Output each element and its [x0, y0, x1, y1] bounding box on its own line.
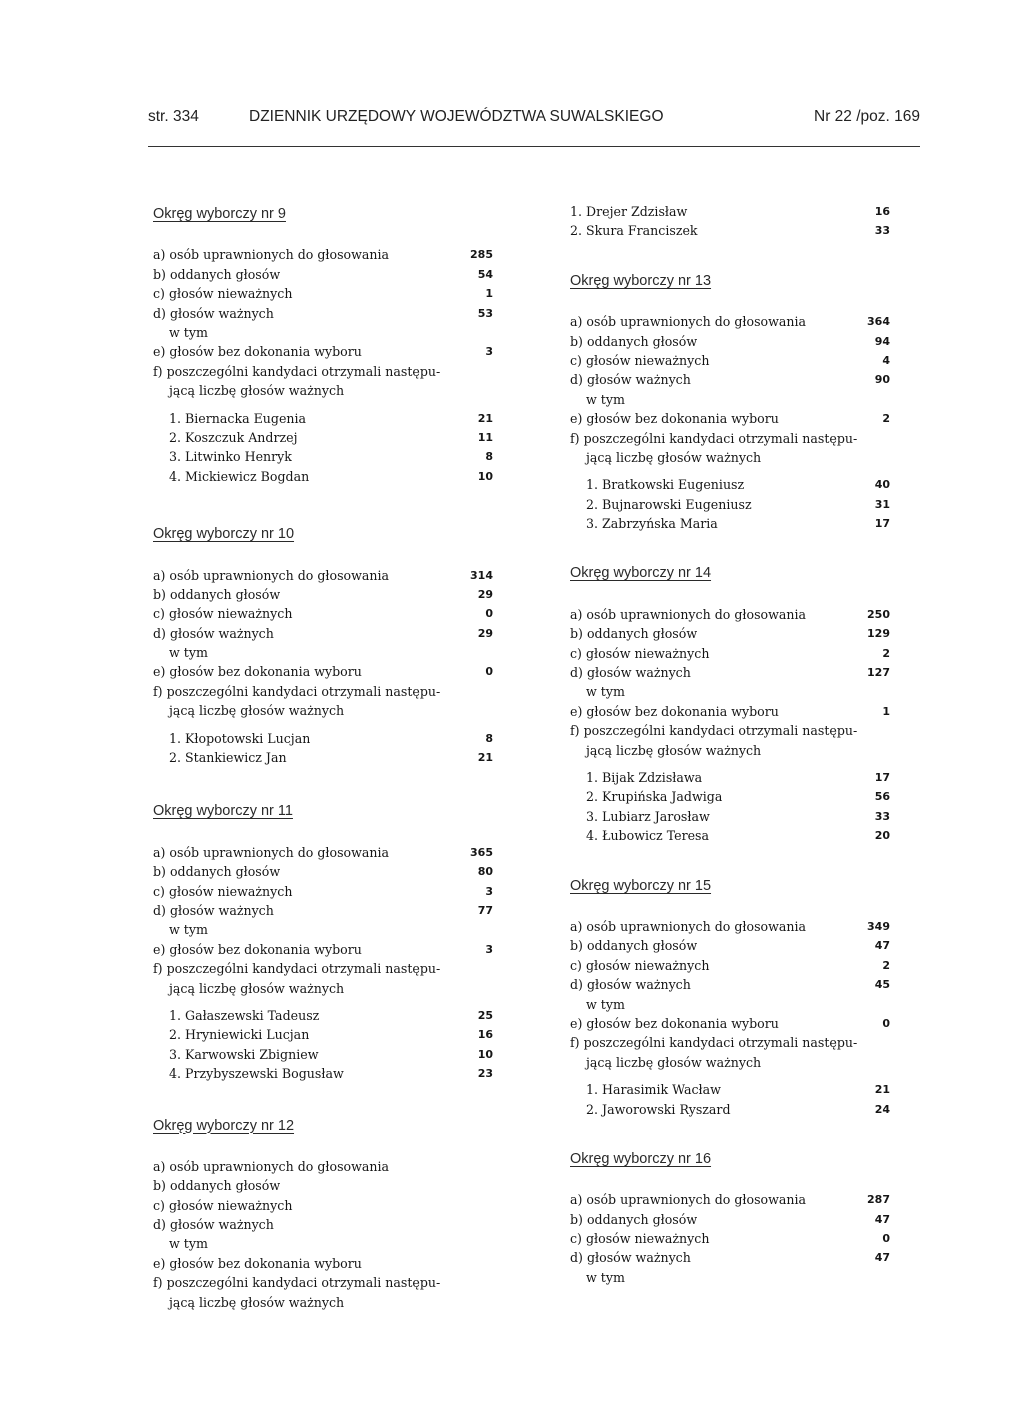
label: e) głosów bez dokonania wyboru [570, 1015, 779, 1031]
district-title: Okręg wyborczy nr 10 [153, 526, 295, 543]
candidate-row [570, 1080, 890, 1099]
row-f1 [153, 682, 493, 701]
candidate-votes: 8 [485, 731, 493, 745]
candidate-row [153, 748, 493, 767]
value: 47 [874, 1251, 890, 1265]
candidate-name: 2. Krupińska Jadwiga [586, 789, 723, 805]
label: f) poszczególni kandydaci otrzymali następu- [153, 683, 441, 699]
row-b [570, 936, 890, 955]
value: 53 [477, 306, 493, 320]
row-f2 [570, 448, 890, 467]
label: e) głosów bez dokonania wyboru [153, 1255, 362, 1271]
label: f) poszczególni kandydaci otrzymali następu- [570, 430, 858, 446]
issue-reference: Nr 22 /poz. 169 [814, 108, 920, 125]
district-title: Okręg wyborczy nr 11 [153, 803, 293, 820]
row-f1 [153, 959, 493, 978]
row-c [570, 351, 890, 370]
row-w-tym [153, 323, 493, 342]
row-b [570, 1210, 890, 1229]
label: a) osób uprawnionych do głosowania [153, 1158, 390, 1174]
district-title: Okręg wyborczy nr 16 [570, 1150, 712, 1167]
candidate-row [153, 1006, 493, 1025]
candidate-votes: 20 [874, 829, 890, 843]
label: w tym [586, 684, 625, 700]
label: w tym [586, 391, 625, 407]
candidate-name: 2. Hryniewicki Lucjan [169, 1027, 310, 1043]
value: 127 [867, 666, 890, 680]
label: c) głosów nieważnych [153, 286, 293, 302]
candidate-name: 2. Jaworowski Ryszard [586, 1101, 731, 1117]
row-w-tym [570, 1268, 890, 1287]
value: 94 [874, 334, 890, 348]
row-d [570, 370, 890, 389]
value: 45 [874, 978, 890, 992]
row-a [570, 605, 890, 624]
row-a [153, 843, 493, 862]
candidate-row [570, 787, 890, 806]
candidate-name: 2. Stankiewicz Jan [169, 750, 287, 766]
row-a [570, 1190, 890, 1209]
value: 285 [470, 248, 493, 262]
label: e) głosów bez dokonania wyboru [570, 703, 779, 719]
label: d) głosów ważnych [153, 1217, 274, 1233]
row-b [570, 624, 890, 643]
row-a [153, 1157, 493, 1176]
label: d) głosów ważnych [153, 305, 274, 321]
label: a) osób uprawnionych do głosowania [570, 314, 807, 330]
value: 0 [882, 1016, 890, 1030]
district-15 [570, 876, 890, 1119]
candidate-name: 3. Zabrzyńska Maria [586, 516, 718, 532]
district-title: Okręg wyborczy nr 12 [153, 1117, 295, 1134]
label: c) głosów nieważnych [153, 606, 293, 622]
label: c) głosów nieważnych [570, 1231, 710, 1247]
candidate-votes: 10 [477, 469, 493, 483]
row-c [153, 604, 493, 623]
value: 3 [485, 345, 493, 359]
value: 29 [477, 587, 493, 601]
row-b [570, 332, 890, 351]
candidate-votes: 23 [477, 1067, 493, 1081]
candidate-name: 2. Bujnarowski Eugeniusz [586, 496, 752, 512]
row-f2 [153, 701, 493, 720]
candidate-row [153, 1064, 493, 1083]
label: jącą liczbę głosów ważnych [586, 449, 762, 465]
label: c) głosów nieważnych [153, 1197, 293, 1213]
candidate-row [570, 514, 890, 533]
row-e [153, 662, 493, 681]
candidate-name: 4. Mickiewicz Bogdan [169, 468, 310, 484]
candidate-name: 1. Bratkowski Eugeniusz [586, 477, 745, 493]
value: 365 [470, 845, 493, 859]
row-b [153, 585, 493, 604]
row-f1 [570, 1033, 890, 1052]
candidate-votes: 33 [874, 809, 890, 823]
candidate-row [570, 475, 890, 494]
label: d) głosów ważnych [570, 665, 691, 681]
label: d) głosów ważnych [570, 372, 691, 388]
candidate-votes: 56 [874, 790, 890, 804]
row-f2 [153, 979, 493, 998]
candidate-votes: 31 [874, 497, 890, 511]
label: e) głosów bez dokonania wyboru [570, 411, 779, 427]
candidate-votes: 21 [477, 751, 493, 765]
candidate-row [570, 1100, 890, 1119]
candidate-votes: 11 [477, 430, 493, 444]
row-c [570, 1229, 890, 1248]
candidate-name: 3. Litwinko Henryk [169, 449, 292, 465]
candidate-row [153, 447, 493, 466]
row-a [570, 312, 890, 331]
candidate-row [570, 221, 890, 240]
value: 1 [882, 704, 890, 718]
candidate-name: 2. Koszczuk Andrzej [169, 429, 298, 445]
candidate-row [153, 1045, 493, 1064]
value: 54 [477, 267, 493, 281]
candidate-name: 1. Gałaszewski Tadeusz [169, 1007, 320, 1023]
candidate-row [570, 768, 890, 787]
value: 2 [882, 412, 890, 426]
label: w tym [169, 1236, 208, 1252]
label: a) osób uprawnionych do głosowania [570, 918, 807, 934]
candidate-name: 3. Karwowski Zbigniew [169, 1046, 319, 1062]
label: jącą liczbę głosów ważnych [169, 703, 345, 719]
candidate-row [153, 1025, 493, 1044]
value: 0 [485, 665, 493, 679]
row-b [153, 265, 493, 284]
label: d) głosów ważnych [570, 1250, 691, 1266]
candidate-name: 4. Łubowicz Teresa [586, 828, 710, 844]
candidate-votes: 8 [485, 450, 493, 464]
candidate-row [153, 409, 493, 428]
candidate-votes: 16 [874, 205, 890, 218]
label: jącą liczbę głosów ważnych [586, 742, 762, 758]
value: 90 [874, 373, 890, 387]
page-number: str. 334 [148, 108, 199, 125]
district-title: Okręg wyborczy nr 9 [153, 206, 286, 222]
district-11 [153, 801, 493, 1083]
label: b) oddanych głosów [570, 626, 698, 642]
label: w tym [586, 1269, 625, 1285]
value: 314 [470, 568, 493, 582]
candidate-row [570, 495, 890, 514]
row-w-tym [570, 390, 890, 409]
row-w-tym [570, 682, 890, 701]
candidate-votes: 25 [477, 1008, 493, 1022]
row-b [153, 862, 493, 881]
label: b) oddanych głosów [153, 864, 281, 880]
label: w tym [169, 324, 208, 340]
row-f1 [570, 429, 890, 448]
label: e) głosów bez dokonania wyboru [153, 941, 362, 957]
row-d [153, 1215, 493, 1234]
row-e [570, 702, 890, 721]
value: 250 [867, 607, 890, 621]
label: jącą liczbę głosów ważnych [169, 980, 345, 996]
label: b) oddanych głosów [153, 266, 281, 282]
row-d [570, 1248, 890, 1267]
row-w-tym [570, 995, 890, 1014]
label: w tym [586, 996, 625, 1012]
district-13 [570, 271, 890, 534]
row-e [570, 1014, 890, 1033]
candidate-votes: 17 [874, 771, 890, 785]
district-16 [570, 1149, 890, 1287]
row-w-tym [153, 920, 493, 939]
candidate-name: 1. Biernacka Eugenia [169, 410, 307, 426]
candidate-name: 3. Lubiarz Jarosław [586, 808, 710, 824]
label: d) głosów ważnych [153, 625, 274, 641]
row-f1 [153, 1273, 493, 1292]
row-d [153, 624, 493, 643]
label: c) głosów nieważnych [570, 352, 710, 368]
row-a [153, 245, 493, 264]
candidate-votes: 10 [477, 1047, 493, 1061]
label: w tym [169, 922, 208, 938]
row-b [153, 1176, 493, 1195]
candidate-row [153, 729, 493, 748]
label: jącą liczbę głosów ważnych [586, 1054, 762, 1070]
value: 349 [867, 919, 890, 933]
district-12-candidates [570, 202, 890, 241]
row-a [153, 566, 493, 585]
label: a) osób uprawnionych do głosowania [153, 247, 390, 263]
row-d [570, 663, 890, 682]
candidate-name: 1. Drejer Zdzisław [570, 204, 688, 219]
label: a) osób uprawnionych do głosowania [570, 606, 807, 622]
row-a [570, 917, 890, 936]
label: d) głosów ważnych [153, 902, 274, 918]
label: a) osób uprawnionych do głosowania [570, 1192, 807, 1208]
row-f2 [153, 381, 493, 400]
candidate-votes: 21 [477, 411, 493, 425]
district-title: Okręg wyborczy nr 13 [570, 272, 712, 289]
row-c [153, 1196, 493, 1215]
label: e) głosów bez dokonania wyboru [153, 344, 362, 360]
value: 0 [485, 607, 493, 621]
district-title: Okręg wyborczy nr 15 [570, 877, 712, 894]
label: f) poszczególni kandydaci otrzymali następu- [570, 1035, 858, 1051]
right-column [570, 202, 890, 1287]
row-c [153, 284, 493, 303]
label: e) głosów bez dokonania wyboru [153, 664, 362, 680]
journal-title: DZIENNIK URZĘDOWY WOJEWÓDZTWA SUWALSKIEGO [249, 108, 664, 125]
label: b) oddanych głosów [570, 1211, 698, 1227]
label: d) głosów ważnych [570, 977, 691, 993]
row-c [153, 882, 493, 901]
row-e [153, 1254, 493, 1273]
candidate-votes: 21 [874, 1083, 890, 1097]
label: jącą liczbę głosów ważnych [169, 383, 345, 399]
candidate-row [153, 467, 493, 486]
candidate-votes: 17 [874, 517, 890, 531]
row-e [153, 940, 493, 959]
candidate-votes: 33 [874, 224, 890, 238]
value: 129 [867, 627, 890, 641]
candidate-name: 1. Bijak Zdzisława [586, 770, 703, 786]
candidate-name: 1. Harasimik Wacław [586, 1082, 721, 1098]
row-c [570, 956, 890, 975]
page-header [148, 108, 920, 132]
left-column [153, 204, 493, 1312]
district-title: Okręg wyborczy nr 14 [570, 565, 712, 582]
label: b) oddanych głosów [153, 586, 281, 602]
value: 47 [874, 939, 890, 953]
row-f2 [153, 1293, 493, 1312]
value: 1 [485, 287, 493, 301]
value: 4 [882, 353, 890, 367]
label: f) poszczególni kandydaci otrzymali następu- [153, 363, 441, 379]
candidate-votes: 24 [874, 1102, 890, 1116]
row-f1 [153, 362, 493, 381]
header-rule [148, 146, 920, 147]
value: 80 [477, 865, 493, 879]
row-d [153, 901, 493, 920]
district-12 [153, 1116, 493, 1313]
label: f) poszczególni kandydaci otrzymali następu- [570, 723, 858, 739]
row-e [570, 409, 890, 428]
row-f1 [570, 721, 890, 740]
value: 47 [874, 1212, 890, 1226]
label: a) osób uprawnionych do głosowania [153, 567, 390, 583]
row-d [153, 304, 493, 323]
label: f) poszczególni kandydaci otrzymali następu- [153, 1275, 441, 1291]
label: b) oddanych głosów [570, 938, 698, 954]
value: 2 [882, 958, 890, 972]
value: 77 [477, 903, 493, 917]
row-e [153, 342, 493, 361]
row-d [570, 975, 890, 994]
candidate-name: 4. Przybyszewski Bogusław [169, 1066, 344, 1082]
value: 0 [882, 1232, 890, 1246]
label: b) oddanych głosów [570, 333, 698, 349]
value: 2 [882, 646, 890, 660]
label: c) głosów nieważnych [570, 957, 710, 973]
row-f2 [570, 741, 890, 760]
candidate-name: 2. Skura Franciszek [570, 223, 698, 239]
district-14 [570, 563, 890, 845]
district-9 [153, 204, 493, 486]
value: 3 [485, 884, 493, 898]
row-w-tym [153, 1234, 493, 1253]
candidate-votes: 40 [874, 478, 890, 492]
label: jącą liczbę głosów ważnych [169, 1294, 345, 1310]
label: f) poszczególni kandydaci otrzymali następu- [153, 961, 441, 977]
row-f2 [570, 1053, 890, 1072]
candidate-row [570, 807, 890, 826]
value: 29 [477, 626, 493, 640]
value: 3 [485, 942, 493, 956]
row-c [570, 644, 890, 663]
candidate-name: 1. Kłopotowski Lucjan [169, 730, 311, 746]
district-10 [153, 524, 493, 767]
label: c) głosów nieważnych [153, 883, 293, 899]
label: b) oddanych głosów [153, 1178, 281, 1194]
candidate-row [153, 428, 493, 447]
label: a) osób uprawnionych do głosowania [153, 844, 390, 860]
label: w tym [169, 645, 208, 661]
candidate-votes: 16 [477, 1028, 493, 1042]
label: c) głosów nieważnych [570, 645, 710, 661]
candidate-row [570, 202, 890, 221]
row-w-tym [153, 643, 493, 662]
candidate-row [570, 826, 890, 845]
value: 364 [867, 315, 890, 329]
value: 287 [867, 1193, 890, 1207]
